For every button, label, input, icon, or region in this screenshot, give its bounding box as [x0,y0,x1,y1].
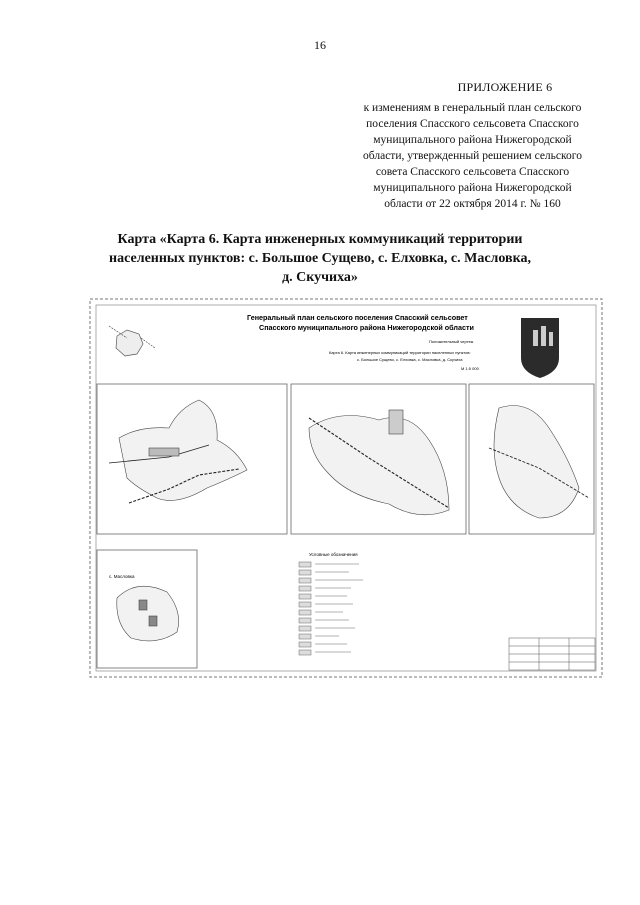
header-line-1: Генеральный план сельского поселения Спасский сельсовет [247,313,468,322]
legend-title: Условные обозначения [309,552,358,557]
map-sheet [89,298,603,678]
inset-label: с. Масловка [109,574,135,579]
appendix-line: поселения Спасского сельсовета Спасского [366,118,579,130]
map-title-line: населенных пунктов: с. Большое Сущево, с. Елховка, с. Масловка, [109,251,531,266]
appendix-line: муниципального района Нижегородской [373,134,572,146]
map-title-line: Карта «Карта 6. Карта инженерных коммуникаций территории [117,232,523,247]
sheet-title-2: с. Большое Сущево, с. Елховка, с. Масловка, д. Скучиха [357,357,463,362]
page-number: 16 [314,38,326,52]
appendix-line: муниципального района Нижегородской [373,182,572,194]
header-line-2: Спасского муниципального района Нижегородской области [259,323,474,332]
appendix-line: к изменениям в генеральный план сельского [363,102,582,114]
stage-label: Положительный чертеж [429,339,474,344]
map-title [80,230,560,287]
appendix-text [345,100,600,212]
appendix-line: области, утвержденный решением сельского [363,150,582,162]
map-title-line: д. Скучиха» [282,270,358,285]
coat-of-arms-icon [521,318,559,378]
sheet-title-1: Карта 6. Карта инженерных коммуникаций территории населенных пунктов: [329,350,471,355]
appendix-line: области от 22 октября 2014 г. № 160 [384,198,561,210]
appendix-title: ПРИЛОЖЕНИЕ 6 [457,80,553,94]
appendix-line: совета Спасского сельсовета Спасского [375,166,570,178]
scale-label: М 1:5 000 [461,366,479,371]
